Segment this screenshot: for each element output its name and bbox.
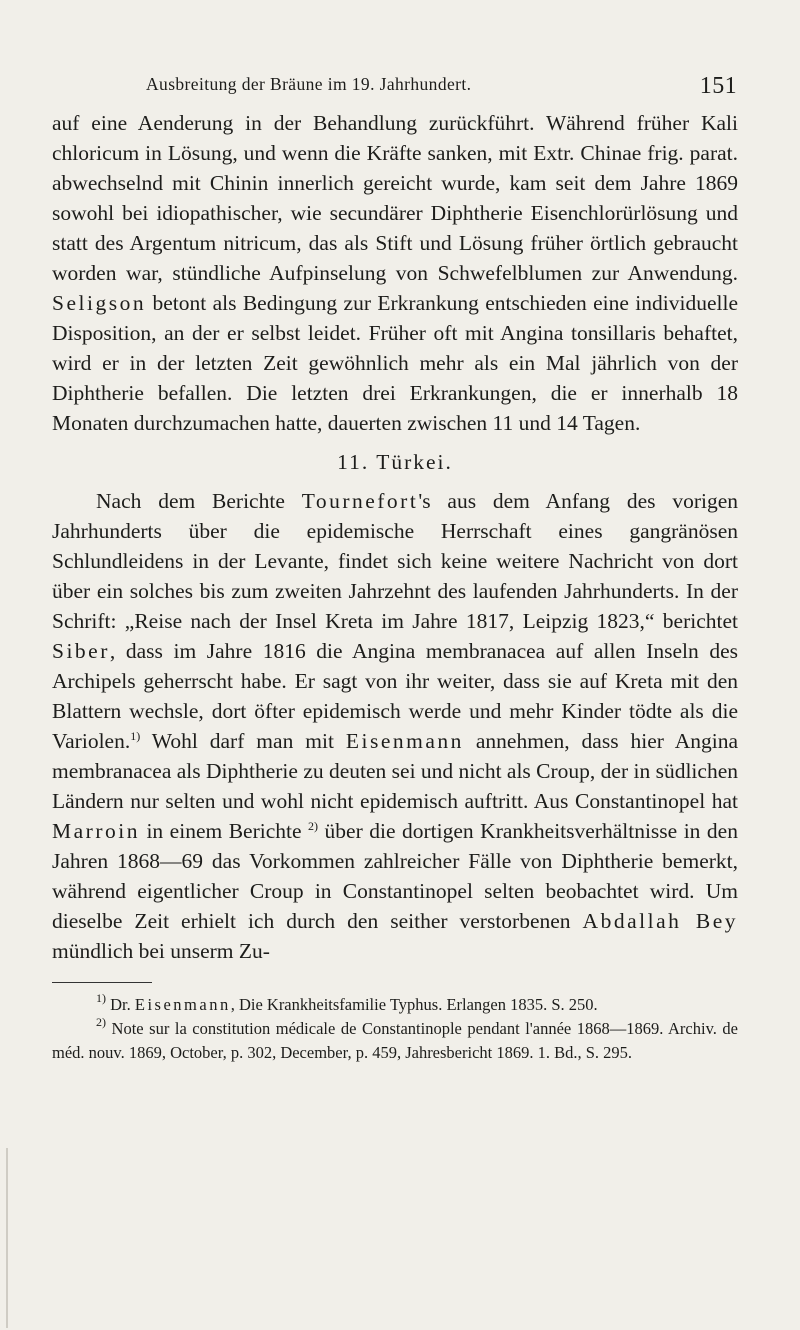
text-run: Note sur la constitution médicale de Constantinople pendant l'année 1868—1869. Archiv. de méd. nouv. 1869, October, p. 302, December, p. 459, Jahresbericht 1869. 1. Bd., S. 295. [52,1019,738,1062]
footnote-mark-1: 1) [96,991,106,1005]
text-run: Wohl darf man mit [140,729,346,753]
text-run: , dass im Jahre 1816 die Angina membranacea auf allen Inseln des Archipels geherrscht habe. Er sagt von ihr weiter, dass sie auf Kreta mit den Blattern wechsle, dort öfter epidemisch werde und mehr Kinder tödte als die Variolen. [52,639,738,753]
footnote-1 [52,993,738,1017]
book-page [52,62,738,1065]
text-run: annehmen, dass hier Angina membranacea als Diphtherie zu deuten sei und nicht als Croup, der in südlichen Ländern nur selten und wohl nicht epidemisch auftritt. Aus Constantinopel hat [52,729,738,813]
footnotes [52,993,738,1065]
section-heading-tuerkei: 11. Türkei. [337,450,453,474]
author-name-seligson: Seligson [52,291,147,315]
running-title: Ausbreitung der Bräune im 19. Jahrhundert. [146,74,472,94]
footnote-divider [52,982,152,983]
author-name-siber: Siber [52,639,110,663]
body-text [52,108,738,966]
paragraph-tuerkei [52,486,738,966]
text-run: auf eine Aenderung in der Behandlung zurückführt. Während früher Kali chloricum in Lösung, und wenn die Kräfte sanken, mit Extr. Chinae frig. parat. abwechselnd mit Chinin innerlich gereicht wurde, kam seit dem Jahre 1869 sowohl bei idiopathischer, wie secundärer Diphtherie Eisenchlorürlösung und statt des Argentum nitricum, das als Stift und Lösung früher örtlich gebraucht worden war, stündliche Aufpinselung von Schwefelblumen zur Anwendung. [52,111,738,285]
paragraph-aenderung [52,108,738,438]
footnote-reference-1: 1) [130,729,141,743]
footnote-mark-2: 2) [96,1015,106,1029]
text-run: in einem Berichte [139,819,309,843]
text-run: Dr. [106,995,135,1014]
footnote-2 [52,1017,738,1065]
page-number: 151 [699,73,737,99]
page-edge-mark [6,1148,8,1328]
author-name-abdallah-bey: Abdallah Bey [582,909,738,933]
author-name-marroin: Marroin [52,819,140,843]
author-name-tournefort: Tournefort [301,489,419,513]
running-head [52,62,738,99]
text-run: Nach dem Berichte [96,489,302,513]
text-run: über die dortigen Krankheitsverhältnisse in den Jahren 1868—69 das Vorkommen zahlreicher Fälle von Diphtherie bemerkt, während eigentlicher Croup in Constantinopel selten beobachtet wird. Um dieselbe Zeit erhielt ich durch den seither verstorbenen [52,819,738,933]
text-run: 's aus dem Anfang des vorigen Jahrhunderts über die epidemische Herrschaft eines gangränösen Schlundleidens in der Levante, findet sich keine weitere Nachricht von dort über ein solches bis zum zweiten Jahrzehnt des laufenden Jahrhunderts. In der Schrift: „Reise nach der Insel Kreta im Jahre 1817, Leipzig 1823,“ berichtet [52,489,739,633]
text-run: betont als Bedingung zur Erkrankung entschieden eine individuelle Disposition, an der er selbst leidet. Früher oft mit Angina tonsillaris behaftet, wird er in der letzten Zeit gewöhnlich mehr als ein Mal jährlich von der Diphtherie befallen. Die letzten drei Erkrankungen, die er innerhalb 18 Monaten durchzumachen hatte, dauerten zwischen 11 und 14 Tagen. [52,291,738,435]
footnote-reference-2: 2) [308,819,319,833]
author-name-eisenmann: Eisenmann [345,729,464,753]
text-run: mündlich bei unserm Zu- [52,939,270,963]
author-name-eisenmann: Eisenmann [134,995,231,1014]
text-run: , Die Krankheitsfamilie Typhus. Erlangen 1835. S. 250. [230,995,598,1014]
